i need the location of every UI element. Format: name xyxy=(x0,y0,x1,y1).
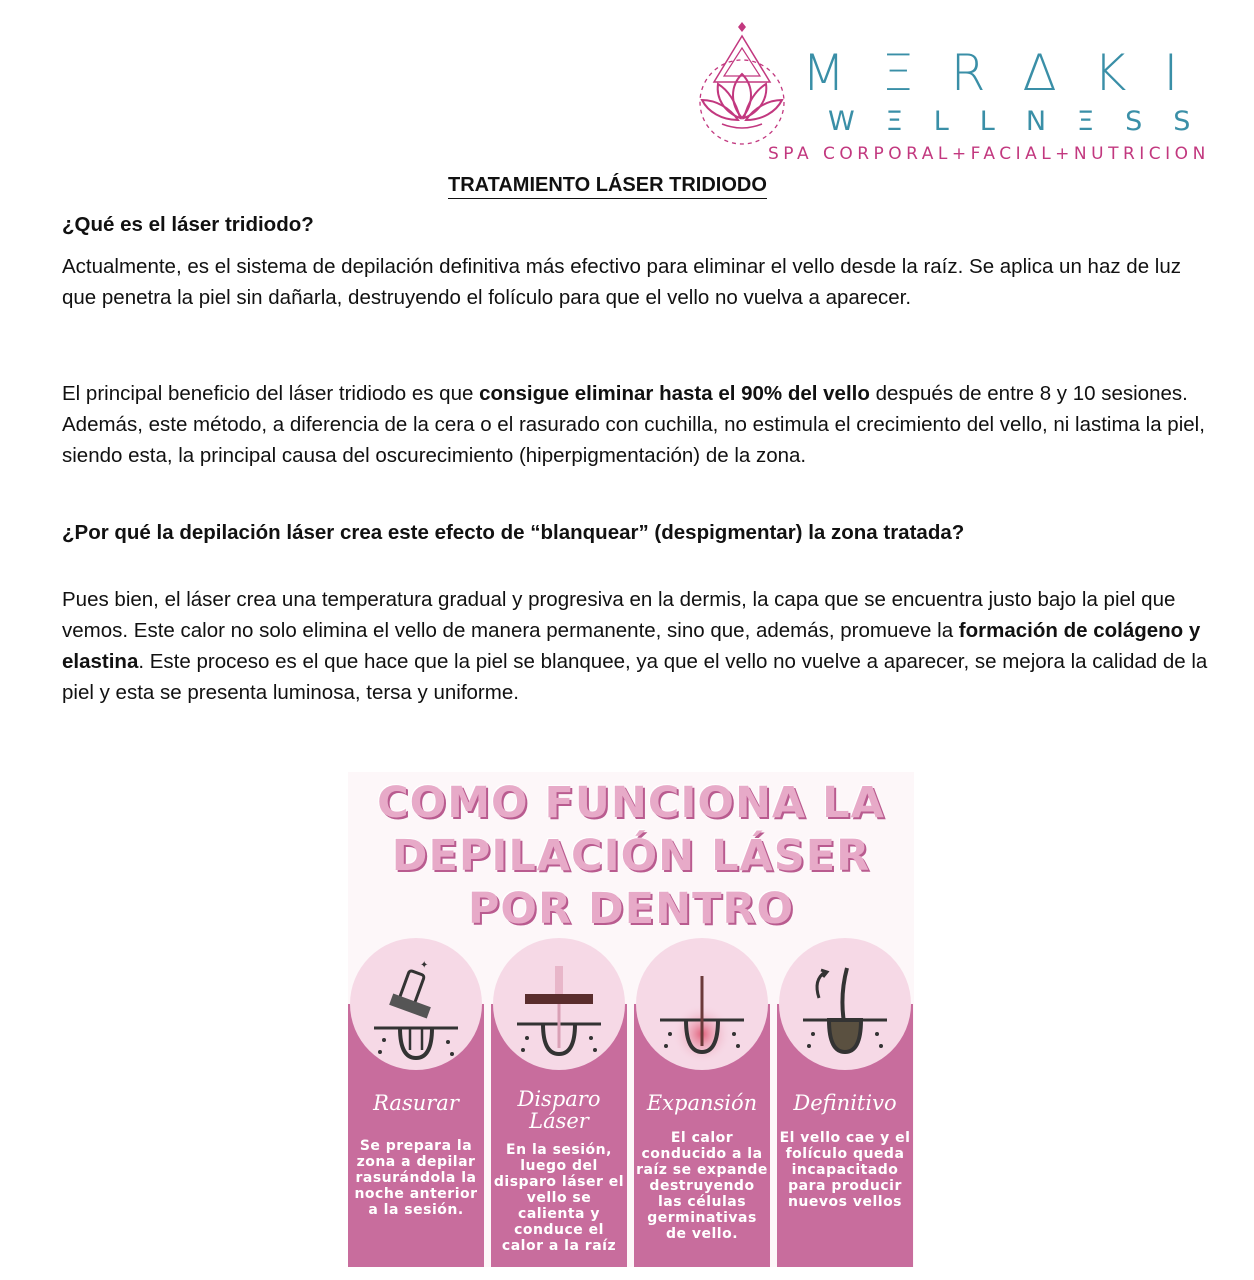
paragraph-2-start: El principal beneficio del láser tridiodo es que xyxy=(62,382,480,405)
document-title: TRATAMIENTO LÁSER TRIDIODO xyxy=(448,174,767,199)
laser-icon xyxy=(503,958,615,1070)
brand-logo xyxy=(690,12,1240,162)
logo-title: MΞRΔKI xyxy=(802,44,1216,102)
step-expansion xyxy=(634,938,770,1267)
question-heading-2: ¿Por qué la depilación láser crea este efecto de “blanquear” (despigmentar) la zona tratada? xyxy=(62,521,965,544)
logo-subtitle: WΞLLNΞSS xyxy=(828,106,1222,137)
step-name: Rasurar xyxy=(373,1091,459,1115)
razor-icon xyxy=(360,958,472,1070)
paragraph-3 xyxy=(62,584,1212,708)
hair-falling-icon xyxy=(789,958,901,1070)
infographic-title-line-1: COMO FUNCIONA LA xyxy=(377,778,885,828)
paragraph-2-bold: consigue eliminar hasta el 90% del vello xyxy=(479,382,870,405)
step-description: El vello cae y el folículo queda incapacitado para producir nuevos vellos xyxy=(779,1130,911,1210)
infographic-title xyxy=(348,777,914,936)
step-definitivo xyxy=(777,938,913,1267)
svg-text:✦: ✦ xyxy=(420,960,429,971)
step-name: Definitivo xyxy=(793,1091,897,1115)
step-name: Disparo Láser xyxy=(517,1087,601,1133)
infographic-steps xyxy=(348,938,914,1267)
paragraph-3-bold: formación de colágeno y elastina xyxy=(62,619,1201,673)
paragraph-1: Actualmente, es el sistema de depilación definitiva más efectivo para eliminar el vello desde la raíz. Se aplica un haz de luz que penetra la piel sin dañarla, destruyendo el folículo para que el vello no vuelva a aparecer. xyxy=(62,255,1181,309)
paragraph-2-end: después de entre 8 y 10 sesiones. Además, este método, a diferencia de la cera o el rasurado con cuchilla, no estimula el crecimiento del vello, ni lastima la piel, siendo esta, la principal causa del oscurecimiento (hiperpigmentación) de la zona. xyxy=(62,382,1205,467)
step-name: Expansión xyxy=(646,1091,758,1115)
laser-infographic xyxy=(348,772,914,1267)
step-rasurar xyxy=(348,938,484,1267)
step-description: En la sesión, luego del disparo láser el vello se calienta y conduce el calor a la raíz xyxy=(493,1142,625,1254)
lotus-logo-icon xyxy=(694,14,786,162)
infographic-title-line-2: DEPILACIÓN LÁSER xyxy=(391,831,871,881)
heat-follicle-icon xyxy=(646,958,758,1070)
paragraph-2 xyxy=(62,378,1212,471)
paragraph-3-end: . Este proceso es el que hace que la piel se blanquee, ya que el vello no vuelve a aparecer, se mejora la calidad de la piel y esta se presenta luminosa, tersa y uniforme. xyxy=(62,650,1208,704)
logo-tagline: SPA CORPORAL+FACIAL+NUTRICION xyxy=(768,144,1210,164)
paragraph-3-start: Pues bien, el láser crea una temperatura gradual y progresiva en la dermis, la capa que se encuentra justo bajo la piel que vemos. Este calor no solo elimina el vello de manera permanente, sino que, además, promueve la xyxy=(62,588,1176,642)
step-description: El calor conducido a la raíz se expande destruyendo las células germinativas de vello. xyxy=(636,1130,768,1242)
question-heading-1: ¿Qué es el láser tridiodo? xyxy=(62,213,314,236)
step-description: Se prepara la zona a depilar rasurándola la noche anterior a la sesión. xyxy=(354,1138,478,1218)
infographic-title-line-3: POR DENTRO xyxy=(467,884,795,934)
step-disparo-laser xyxy=(491,938,627,1267)
